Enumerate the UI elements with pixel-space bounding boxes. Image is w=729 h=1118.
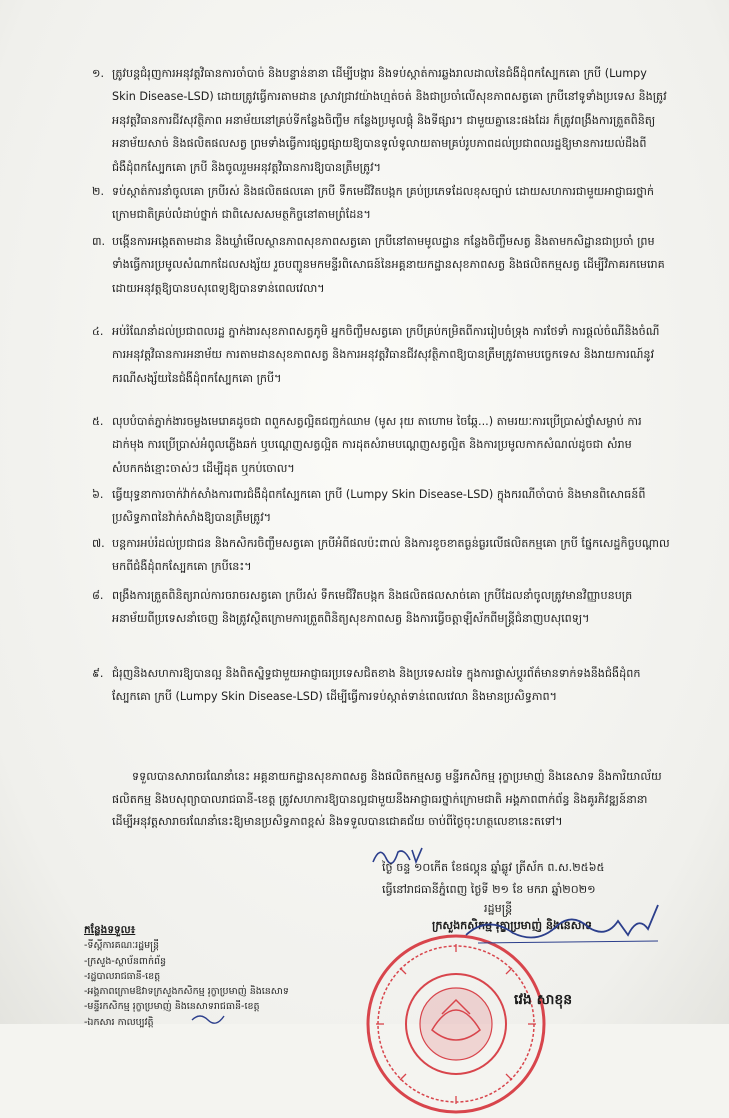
item-text: អប់រំណែនាំដល់ប្រជាពលរដ្ឋ ភ្នាក់ងារសុខភាពសត្វភូមិ អ្នកចិញ្ចឹមសត្វគោ ក្របីគ្រប់កម្រិតពីការរៀបចំទ្រុង ការថែទាំ ការផ្តល់ចំណីនិងចំណី ការអនុវត្តវិធានការអនាម័យ ការតាមដានសុខភាពសត្វ និងការអនុវត្តវិធានជីវសុវត្ថិភាពឱ្យបានត្រឹមត្រូវតាមបច្ចេកទេស និងរាយការណ៍នូវករណីសង្ស័យនៃជំងឺដុំពកស្បែកគោ ក្របី។ (112, 325, 660, 385)
small-signature-icon (190, 1010, 230, 1024)
official-seal-icon (362, 930, 550, 1118)
date-solar: ធ្វើនៅរាជធានីភ្នំពេញ ថ្ងៃទី ២១ ខែ មករា ឆ្នាំ២០២១ (382, 883, 596, 896)
item-text: លុបបំបាត់ភ្នាក់ងារចម្លងមេរោគដូចជា ពពួកសត្វល្អិតជញ្ជក់ឈាម (មូស រុយ តាហោម ចៃឆ្កែ...) តាមរយៈការប្រើប្រាស់ថ្នាំសម្លាប់ ការដាក់មុង ការប្រើប្រាស់អំពូលភ្លើងឆក់ ឬបណ្តេញសត្វល្អិត ការដុតសំរាមបណ្តេញសត្វល្អិត និងការប្រមូលកាកសំណល់ដូចជា សំរាម សំបកកង់ខ្មោះចាស់ៗ ដើម្បីដុត ឬកប់ចោល។ (112, 415, 642, 475)
ministry-name: ក្រសួងកសិកម្ម រុក្ខាប្រមាញ់ និងនេសាទ (432, 919, 593, 932)
list-item (92, 62, 672, 179)
item-number: ៨. (92, 589, 104, 602)
signer-rank: រដ្ឋមន្ត្រី (484, 902, 513, 915)
recipient-item: -មន្ទីរកសិកម្ម រុក្ខាប្រមាញ់ និងនេសាទរាជធានី-ខេត្ត (84, 1001, 260, 1013)
list-item (92, 584, 672, 631)
item-number: ៩. (92, 667, 104, 680)
item-text: ពង្រឹងការត្រួតពិនិត្យរាល់ការចរាចរសត្វគោ ក្របីរស់ ទឹកមេជីវិតបង្កក និងផលិតផលសាច់គោ ក្របីដែលនាំចូលត្រូវមានវិញ្ញាបនបត្រអនាម័យពីប្រទេសនាំចេញ និងត្រូវស្ថិតក្រោមការត្រួតពិនិត្យសុខភាពសត្វ និងការធ្វើចត្តាឡីស័កពីមន្ត្រីជំនាញបសុពេទ្យ។ (112, 589, 633, 626)
recipients-title: កន្លែងទទួល៖ (84, 924, 136, 936)
list-item (92, 662, 672, 709)
list-item (92, 410, 672, 480)
list-item (92, 532, 672, 579)
item-text: ជំរុញនិងសហការឱ្យបានល្អ និងពិតស្និទ្ធជាមួយអាជ្ញាធរប្រទេសជិតខាង និងប្រទេសដទៃ ក្នុងការផ្លាស់ប្តូរព័ត៌មានទាក់ទងនឹងជំងឺដុំពកស្បែកគោ ក្របី (Lumpy Skin Disease-LSD) ដើម្បីធ្វើការទប់ស្កាត់ទាន់ពេលវេលា និងមានប្រសិទ្ធភាព។ (112, 667, 641, 704)
item-number: ៥. (92, 415, 104, 428)
item-text: ធ្វើយុទ្ធនាការចាក់វ៉ាក់សាំងការពារជំងឺដុំពកស្បែកគោ ក្របី (Lumpy Skin Disease-LSD) ក្នុងករណីចាំបាច់ និងមានពិសោធន៍ពីប្រសិទ្ធភាពនៃវ៉ាក់សាំងឱ្យបានត្រឹមត្រូវ។ (112, 488, 646, 525)
recipient-item: -ឯកសារ កាលប្បវត្តិ (84, 1016, 154, 1028)
recipient-item: -ទីស្តីការគណៈរដ្ឋមន្ត្រី (84, 940, 160, 952)
list-item (92, 483, 672, 530)
recipient-item: -អង្គភាពក្រោមឱវាទក្រសួងកសិកម្ម រុក្ខាប្រមាញ់ និងនេសាទ (84, 986, 289, 998)
item-number: ៧. (92, 537, 105, 550)
item-number: ៤. (92, 325, 104, 338)
closing-paragraph: ទទួលបានសារាចរណែនាំនេះ អគ្គនាយកដ្ឋានសុខភាពសត្វ និងផលិតកម្មសត្វ មន្ទីរកសិកម្ម រុក្ខាប្រមាញ់ និងនេសាទ និងការិយាល័យផលិតកម្ម និងបសុព្យាបាលរាជធានី-ខេត្ត ត្រូវសហការឱ្យបានល្អជាមួយនឹងអាជ្ញាធរថ្នាក់ក្រោមជាតិ អង្គភាពពាក់ព័ន្ធ និងគូរភិវឌ្ឍន៍នានា ដើម្បីអនុវត្តសារាចរណែនាំនេះឱ្យមានប្រសិទ្ធភាពខ្ពស់ និងទទួលបានជោគជ័យ ចាប់ពីថ្ងៃចុះហត្ថលេខានេះតទៅ។ (112, 770, 662, 828)
item-text: បង្កើនការអង្កេតតាមដាន និងឃ្លាំមើលស្ថានភាពសុខភាពសត្វគោ ក្របីនៅតាមមូលដ្ឋាន កន្លែងចិញ្ចឹមសត្វ និងតាមកសិដ្ឋានជាប្រចាំ ព្រមទាំងធ្វើការប្រមូលសំណាកដែលសង្ស័យ រួចបញ្ជូនមកមន្ទីរពិសោធន៍នៃអគ្គនាយកដ្ឋានសុខភាពសត្វ និងផលិតកម្មសត្វ ដើម្បីវិភាគរកមេរោគដោយអនុវត្តឱ្យបានបសុពេទ្យឱ្យបានទាន់ពេលវេលា។ (112, 235, 665, 295)
date-lunar: ថ្ងៃ ចន្ទ ១០កើត ខែផល្គុន ឆ្នាំឆ្លូវ ត្រីស័ក ព.ស.២៥៦៥ (382, 861, 605, 874)
item-text: ទប់ស្កាត់ការនាំចូលគោ ក្របីរស់ និងផលិតផលគោ ក្របី ទឹកមេជីវិតបង្កក គ្រប់ប្រភេទដែលខុសច្បាប់ ដោយសហការជាមួយអាជ្ញាធរថ្នាក់ក្រោមជាតិគ្រប់លំដាប់ថ្នាក់ ជាពិសេសសមត្ថកិច្ចនៅតាមព្រំដែន។ (112, 185, 655, 222)
item-number: ២. (92, 185, 105, 198)
list-item (92, 320, 672, 390)
signer-name: វេង សាខុន (514, 992, 573, 1008)
recipients-list (84, 923, 289, 1030)
recipient-item: -ក្រសួង-ស្ថាប័នពាក់ព័ន្ធ (84, 955, 167, 967)
recipient-item: -រដ្ឋបាលរាជធានី-ខេត្ត (84, 970, 161, 982)
list-item (92, 230, 672, 300)
signature-icon (458, 895, 668, 955)
item-number: ៦. (92, 488, 104, 501)
item-number: ៣. (92, 235, 106, 248)
item-text: ត្រូវបន្តជំរុញការអនុវត្តវិធានការចាំបាច់ និងបន្ទាន់នានា ដើម្បីបង្ការ និងទប់ស្កាត់ការឆ្លងរាលដាលនៃជំងឺដុំពកស្បែកគោ ក្របី (Lumpy Skin Disease-LSD) ដោយត្រូវធ្វើការតាមដាន ស្រាវជ្រាវយ៉ាងហ្មត់ចត់ និងជាប្រចាំលើសុខភាពសត្វគោ ក្របីនៅទូទាំងប្រទេស និងត្រូវអនុវត្តវិធានការជីវសុវត្ថិភាព អនាម័យនៅគ្រប់ទីកន្លែងចិញ្ចឹម កន្លែងប្រមូលផ្តុំ និងទីផ្សារ។ ជាមួយគ្នានេះផងដែរ ក៏ត្រូវពង្រឹងការត្រួតពិនិត្យអនាម័យសាច់ និងផលិតផលសត្វ ព្រមទាំងធ្វើការផ្សព្វផ្សាយឱ្យបានទូលំទូលាយតាមគ្រប់រូបភាពដល់ប្រជាពលរដ្ឋឱ្យមានការយល់ដឹងពីជំងឺដុំពកស្បែកគោ ក្របី និងចូលរួមអនុវត្តវិធានការឱ្យបានត្រឹមត្រូវ។ (112, 67, 667, 174)
list-item (92, 180, 672, 227)
item-number: ១. (92, 67, 105, 80)
item-text: បន្តការអប់រំដល់ប្រជាជន និងកសិករចិញ្ចឹមសត្វគោ ក្របីអំពីផលប៉ះពាល់ និងការខូចខាតធ្ងន់ធ្ងរលើផលិតកម្មគោ ក្របី ផ្នែកសេដ្ឋកិច្ចបណ្តាលមកពីជំងឺដុំពកស្បែកគោ ក្របីនេះ។ (112, 537, 670, 574)
